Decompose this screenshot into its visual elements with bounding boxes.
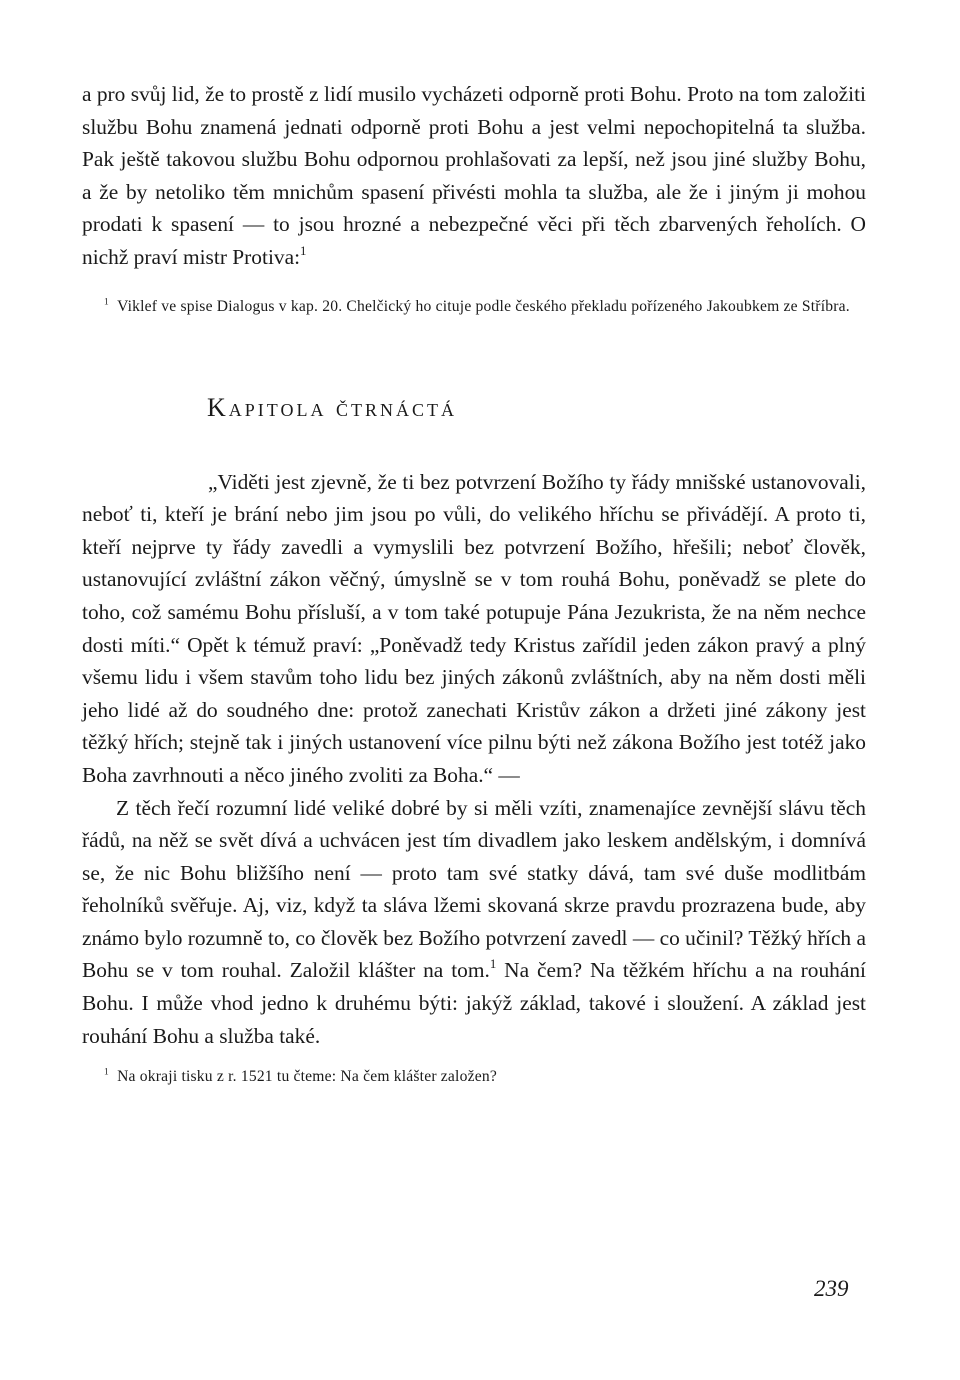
footnote-1 <box>82 294 866 320</box>
top-paragraph-text: a pro svůj lid, že to prostě z lidí musilo vycházeti odporně proti Bohu. Proto na tom založiti službu Bohu znamená jednati odporně proti Bohu a jest velmi nepochopitelná ta služba. Pak ještě takovou službu Bohu odpornou prohlašovati za lepší, než jsou jiné služby Bohu, a že by netoliko těm mnichům spasení přivésti mohla ta služba, ale že i jiným ji mohou prodati k spasení — to jsou hrozné a nebezpečné věci při těch zbarvených řeholích. O nichž praví mistr Protiva: <box>82 82 866 269</box>
paragraph-2 <box>82 792 866 1053</box>
footnote-reference-1: 1 <box>300 243 307 258</box>
page-number: 239 <box>814 1276 849 1301</box>
paragraph-1: „Viděti jest zjevně, že ti bez potvrzení Božího ty řády mnišské ustanovovali, neboť ti, kteří je brání nebo jim jsou po vůli, do velikého hříchu se přivádějí. A proto ti, kteří nejprve ty řády zavedli a vymyslili bez potvrzení Božího, hřešili; neboť člověk, ustanovující zvláštní zákon věčný, úmyslně se v tom rouhá Bohu, poněvadž se plete do toho, což samému Bohu přísluší, a v tom také potupuje Pána Jezukrista, že na něm nechce dosti míti.“ Opět k témuž praví: „Poněvadž tedy Kristus zařídil jeden zákon pravý a plný všemu lidu i všem stavům toho lidu bez jiných zákonů zvláštních, aby na něm dosti měli jeho lidé až do soudného dne: protož zanechati Kristův zákon a držeti jiné zákony jest těžký hřích; stejně tak i jiných ustanovení více pilnu býti než zákona Božího jest totéž jako Boha zavrhnouti a něco jiného zvoliti za Boha.“ — <box>82 469 866 787</box>
paragraph-2-text-a: Z těch řečí rozumní lidé veliké dobré by si měli vzíti, znamenajíce zevnější slávu těch řádů, na něž se svět dívá a uchvácen jest tím divadlem jako leskem andělským, i domnívá se, že nic Bohu bližšího není — proto tam své statky dává, tam své duše modlitbám řeholníků svěřuje. Aj, viz, když ta sláva lžemi skovaná skrze pravdu prozrazena bude, aby známo bylo rozumně to, co člověk bez Božího potvrzení zavedl — co učinil? Těžký hřích a Bohu se v tom rouhal. Založil klášter na tom. <box>82 795 866 983</box>
footnote-1-text: Viklef ve spise Dialogus v kap. 20. Chelčický ho cituje podle českého překladu pořízeného Jakoubkem ze Stříbra. <box>117 297 850 315</box>
footnote-2 <box>82 1064 866 1090</box>
footnote-reference-2: 1 <box>489 957 497 972</box>
chapter-title: Kapitola čtrnáctá <box>207 392 457 422</box>
footnote-2-mark: 1 <box>104 1067 109 1078</box>
footnote-2-text: Na okraji tisku z r. 1521 tu čteme: Na čem klášter založen? <box>117 1068 497 1086</box>
book-page <box>82 78 866 1090</box>
paragraph-2-text-b: Na čem? Na těžkém hříchu a na rouhání Bohu. I může vhod jedno k druhému býti: jakýž základ, takové i sloužení. A základ jest rouhání Bohu a služba také. <box>82 958 866 1048</box>
top-paragraph <box>82 78 866 274</box>
footnote-1-mark: 1 <box>104 297 109 308</box>
